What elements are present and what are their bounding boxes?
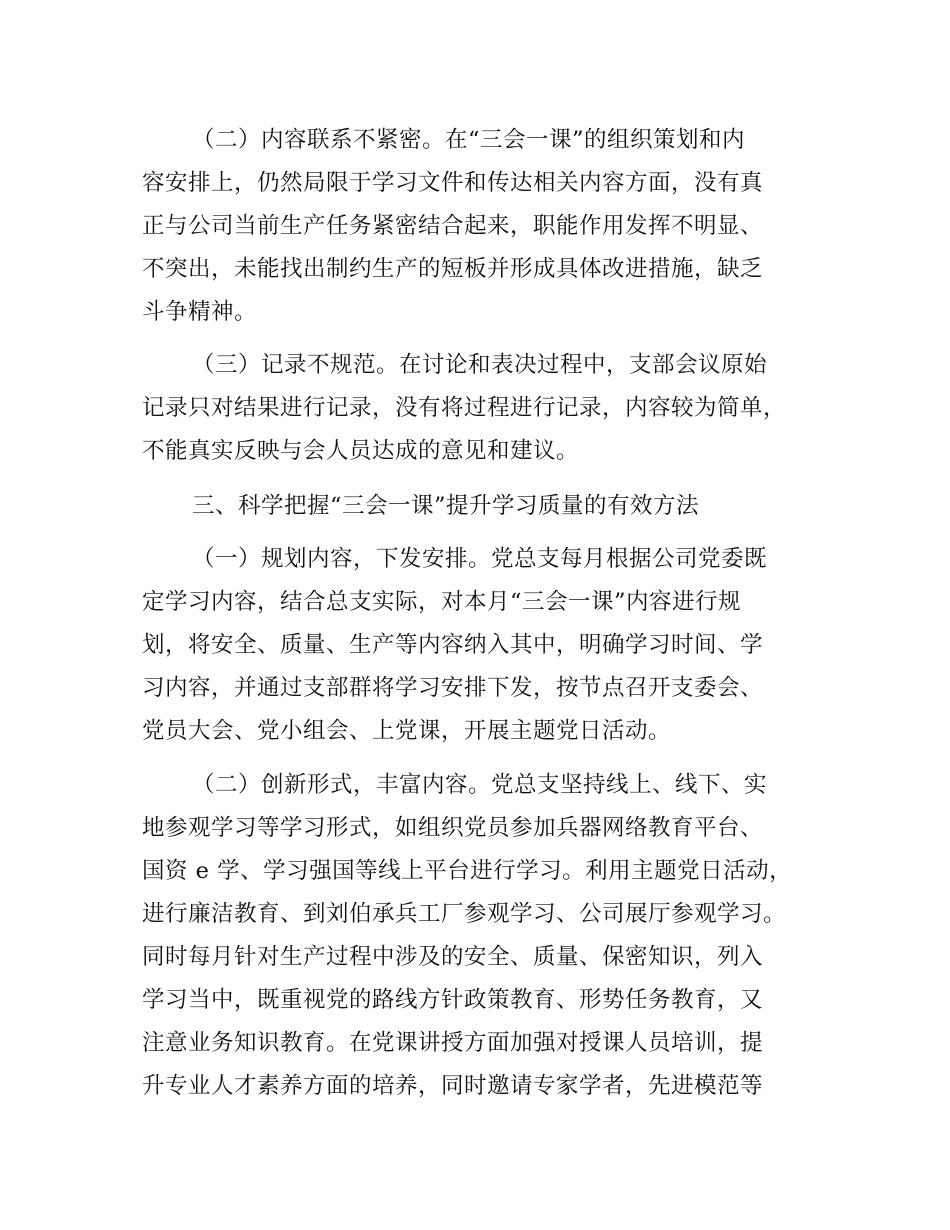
text-line: （二）创新形式，丰富内容。党总支坚持线上、线下、实 xyxy=(192,772,768,798)
text-line: 容安排上，仍然局限于学习文件和传达相关内容方面，没有真 xyxy=(142,170,764,196)
text-line: 升专业人才素养方面的培养，同时邀请专家学者，先进模范等 xyxy=(142,1073,764,1099)
text-line: 不能真实反映与会人员达成的意见和建议。 xyxy=(142,438,580,464)
text-line: 斗争精神。 xyxy=(142,299,258,325)
text-line: （二）内容联系不紧密。在“三会一课”的组织策划和内 xyxy=(192,127,746,153)
text-line: 定学习内容，结合总支实际，对本月“三会一课”内容进行规 xyxy=(142,589,742,615)
text-line: 记录只对结果进行记录，没有将过程进行记录，内容较为简单， xyxy=(142,395,787,421)
text-line: （一）规划内容，下发安排。党总支每月根据公司党委既 xyxy=(192,546,768,572)
text-line: 国资 e 学、学习强国等线上平台进行学习。利用主题党日活动， xyxy=(142,858,793,884)
text-line: 不突出，未能找出制约生产的短板并形成具体改进措施，缺乏 xyxy=(142,256,764,282)
text-line: 注意业务知识教育。在党课讲授方面加强对授课人员培训，提 xyxy=(142,1030,764,1056)
text-line: 进行廉洁教育、到刘伯承兵工厂参观学习、公司展厅参观学习。 xyxy=(142,901,787,927)
text-line: 地参观学习等学习形式，如组织党员参加兵器网络教育平台、 xyxy=(142,815,764,841)
text-line: 正与公司当前生产任务紧密结合起来，职能作用发挥不明显、 xyxy=(142,213,764,239)
text-line: 学习当中，既重视党的路线方针政策教育、形势任务教育，又 xyxy=(142,987,764,1013)
text-line: 习内容，并通过支部群将学习安排下发，按节点召开支委会、 xyxy=(142,675,764,701)
text-line: 党员大会、党小组会、上党课，开展主题党日活动。 xyxy=(142,718,672,744)
section-heading: 三、科学把握“三会一课”提升学习质量的有效方法 xyxy=(192,493,700,519)
text-line: 同时每月针对生产过程中涉及的安全、质量、保密知识，列入 xyxy=(142,944,764,970)
text-line: （三）记录不规范。在讨论和表决过程中，支部会议原始 xyxy=(192,352,768,378)
text-line: 划，将安全、质量、生产等内容纳入其中，明确学习时间、学 xyxy=(142,632,764,658)
